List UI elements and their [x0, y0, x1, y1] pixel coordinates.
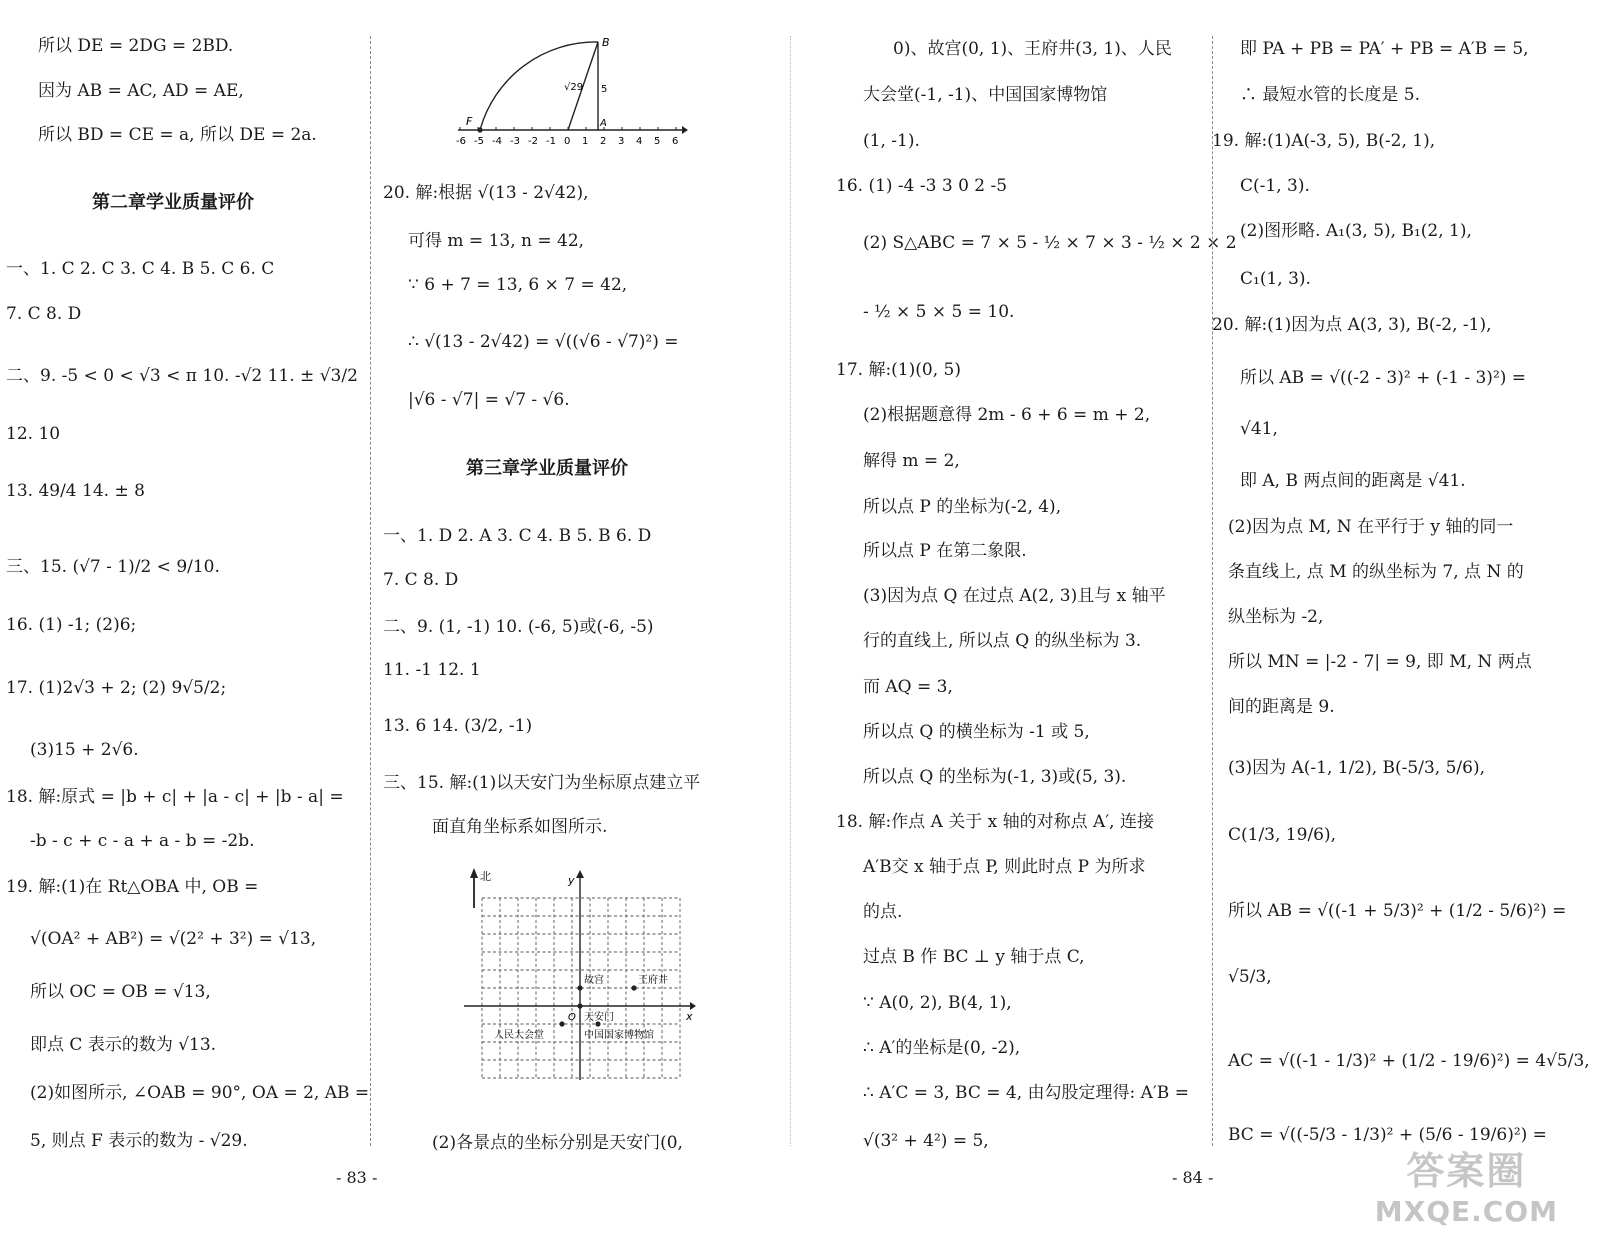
text-line: -b - c + c - a + a - b = -2b.	[30, 831, 255, 851]
watermark-title: 答案圈	[1406, 1149, 1527, 1193]
label-north: 北	[480, 870, 491, 883]
text-line: 所以点 P 在第二象限.	[863, 541, 1027, 561]
number-line-figure	[450, 30, 690, 155]
text-line: 解得 m = 2,	[863, 451, 960, 471]
text-line: 20. 解:(1)因为点 A(3, 3), B(-2, -1),	[1212, 315, 1492, 335]
label-gugong: 故宫	[584, 975, 604, 986]
text-line: 18. 解:作点 A 关于 x 轴的对称点 A′, 连接	[836, 812, 1154, 832]
text-line: 即 PA + PB = PA′ + PB = A′B = 5,	[1240, 39, 1529, 59]
label-x: x	[686, 1010, 693, 1023]
text-line: 18. 解:原式 = |b + c| + |a - c| + |b - a| =	[6, 787, 344, 807]
text-line: ∵ 6 + 7 = 13, 6 × 7 = 42,	[408, 275, 628, 295]
text-line: (3)15 + 2√6.	[30, 740, 139, 760]
tick-label: -4	[492, 136, 502, 147]
text-line: 即 A, B 两点间的距离是 √41.	[1240, 471, 1466, 491]
text-line: 17. (1)2√3 + 2; (2) 9√5/2;	[6, 678, 227, 698]
text-line: 7. C 8. D	[6, 304, 82, 324]
text-line: √5/3,	[1228, 967, 1272, 987]
text-line: (2)各景点的坐标分别是天安门(0,	[432, 1133, 683, 1153]
point-renmin	[559, 1021, 564, 1026]
text-line: (3)因为点 Q 在过点 A(2, 3)且与 x 轴平	[863, 586, 1166, 606]
text-line: 一、1. C 2. C 3. C 4. B 5. C 6. C	[6, 259, 275, 279]
text-line: 可得 m = 13, n = 42,	[408, 231, 585, 251]
label-museum: 中国国家博物馆	[584, 1030, 654, 1041]
tick-label: 0	[564, 136, 571, 147]
text-line: 大会堂(-1, -1)、中国国家博物馆	[863, 85, 1108, 105]
text-line: ∴ √(13 - 2√42) = √((√6 - √7)²) =	[408, 332, 679, 352]
tick-label: -3	[510, 136, 520, 147]
text-line: 一、1. D 2. A 3. C 4. B 5. B 6. D	[383, 526, 652, 546]
text-line: 16. (1) -4 -3 3 0 2 -5	[836, 176, 1008, 196]
axis-arrow	[682, 126, 688, 134]
page-number: - 83 -	[336, 1168, 378, 1187]
text-line: C(-1, 3).	[1240, 176, 1310, 196]
text-line: 所以 DE = 2DG = 2BD.	[38, 36, 234, 56]
text-line: C₁(1, 3).	[1240, 269, 1311, 289]
label-f: F	[466, 115, 473, 128]
text-line: BC = √((-5/3 - 1/3)² + (5/6 - 19/6)²) =	[1228, 1125, 1547, 1145]
text-line: (3)因为 A(-1, 1/2), B(-5/3, 5/6),	[1228, 758, 1485, 778]
text-line: ∵ A(0, 2), B(4, 1),	[863, 993, 1012, 1013]
text-line: ∴ 最短水管的长度是 5.	[1240, 85, 1421, 105]
north-arrow-head	[470, 868, 478, 878]
text-line: 三、15. 解:(1)以天安门为坐标原点建立平	[383, 773, 701, 793]
label-tiananmen: 天安门	[584, 1012, 614, 1023]
text-line: A′B交 x 轴于点 P, 则此时点 P 为所求	[863, 857, 1146, 877]
text-line: √(3² + 4²) = 5,	[863, 1131, 989, 1151]
tick-label: 2	[600, 136, 607, 147]
text-line: 所以点 P 的坐标为(-2, 4),	[863, 497, 1062, 517]
text-line: ∴ A′C = 3, BC = 4, 由勾股定理得: A′B =	[863, 1083, 1189, 1103]
text-line: 12. 10	[6, 424, 61, 444]
section-heading: 第三章学业质量评价	[466, 458, 628, 479]
tick-label: -6	[456, 136, 466, 147]
text-line: 13. 49/4 14. ± 8	[6, 481, 145, 501]
text-line: (2)如图所示, ∠OAB = 90°, OA = 2, AB =	[30, 1083, 370, 1103]
text-line: 0)、故宫(0, 1)、王府井(3, 1)、人民	[893, 39, 1172, 59]
text-line: 面直角坐标系如图所示.	[432, 817, 608, 837]
text-line: 三、15. (√7 - 1)/2 < 9/10.	[6, 557, 220, 577]
text-line: 11. -1 12. 1	[383, 660, 481, 680]
label-renmin: 人民大会堂	[494, 1030, 544, 1041]
point-wangfujing	[631, 985, 636, 990]
text-line: 条直线上, 点 M 的纵坐标为 7, 点 N 的	[1228, 562, 1524, 582]
y-axis-arrow	[576, 870, 584, 878]
text-line: (2) S△ABC = 7 × 5 - ½ × 7 × 3 - ½ × 2 × 2	[863, 233, 1237, 253]
page-number: - 84 -	[1172, 1168, 1214, 1187]
point-tiananmen	[577, 1003, 582, 1008]
text-line: 所以 AB = √((-1 + 5/3)² + (1/2 - 5/6)²) =	[1228, 901, 1567, 921]
section-heading: 第二章学业质量评价	[92, 192, 254, 213]
text-line: 所以点 Q 的横坐标为 -1 或 5,	[863, 722, 1090, 742]
text-line: √41,	[1240, 419, 1278, 439]
text-line: 因为 AB = AC, AD = AE,	[38, 81, 244, 101]
text-line: 19. 解:(1)A(-3, 5), B(-2, 1),	[1212, 131, 1436, 151]
text-line: C(1/3, 19/6),	[1228, 825, 1337, 845]
text-line: 19. 解:(1)在 Rt△OBA 中, OB =	[6, 877, 259, 897]
text-line: 行的直线上, 所以点 Q 的纵坐标为 3.	[863, 631, 1142, 651]
watermark	[1375, 1140, 1558, 1228]
text-line: |√6 - √7| = √7 - √6.	[408, 390, 570, 410]
text-line: 所以 MN = |-2 - 7| = 9, 即 M, N 两点	[1228, 652, 1532, 672]
label-5: 5	[601, 84, 608, 95]
tick-label: -1	[546, 136, 556, 147]
text-line: 所以 OC = OB = √13,	[30, 982, 211, 1002]
text-line: 所以点 Q 的坐标为(-1, 3)或(5, 3).	[863, 767, 1127, 787]
label-sqrt29: √29	[564, 82, 584, 93]
text-line: 过点 B 作 BC ⊥ y 轴于点 C,	[863, 947, 1085, 967]
text-line: 5, 则点 F 表示的数为 - √29.	[30, 1131, 248, 1151]
tick-label: 6	[672, 136, 679, 147]
text-line: 16. (1) -1; (2)6;	[6, 615, 137, 635]
x-axis-arrow	[690, 1002, 696, 1010]
label-b: B	[602, 36, 610, 49]
tick-label: 3	[618, 136, 625, 147]
point-gugong	[577, 985, 582, 990]
text-line: ∴ A′的坐标是(0, -2),	[863, 1038, 1021, 1058]
column-divider	[370, 36, 371, 1146]
text-line: 二、9. -5 < 0 < √3 < π 10. -√2 11. ± √3/2	[6, 366, 358, 386]
coordinate-grid-figure	[460, 866, 700, 1088]
label-origin: O	[568, 1012, 576, 1023]
tick-label: 5	[654, 136, 661, 147]
text-line: 20. 解:根据 √(13 - 2√42),	[383, 183, 589, 203]
tick-label: 4	[636, 136, 643, 147]
column-divider	[1212, 36, 1213, 1146]
text-line: 二、9. (1, -1) 10. (-6, 5)或(-6, -5)	[383, 617, 654, 637]
text-line: 纵坐标为 -2,	[1228, 607, 1324, 627]
text-line: 间的距离是 9.	[1228, 697, 1335, 717]
label-y: y	[568, 874, 575, 887]
text-line: 7. C 8. D	[383, 570, 459, 590]
text-line: 即点 C 表示的数为 √13.	[30, 1035, 217, 1055]
tick-label: 1	[582, 136, 589, 147]
text-line: - ½ × 5 × 5 = 10.	[863, 302, 1015, 322]
text-line: 所以 AB = √((-2 - 3)² + (-1 - 3)²) =	[1240, 368, 1527, 388]
text-line: (2)因为点 M, N 在平行于 y 轴的同一	[1228, 517, 1514, 537]
text-line: 所以 BD = CE = a, 所以 DE = 2a.	[38, 125, 317, 145]
text-line: 13. 6 14. (3/2, -1)	[383, 716, 533, 736]
text-line: (1, -1).	[863, 131, 920, 151]
tick-label: -2	[528, 136, 538, 147]
text-line: 而 AQ = 3,	[863, 677, 953, 697]
label-wangfujing: 王府井	[638, 975, 668, 986]
text-line: AC = √((-1 - 1/3)² + (1/2 - 19/6)²) = 4√5/3,	[1228, 1051, 1590, 1071]
text-line: √(OA² + AB²) = √(2² + 3²) = √13,	[30, 929, 317, 949]
text-line: (2)图形略. A₁(3, 5), B₁(2, 1),	[1240, 221, 1472, 241]
watermark-url: MXQE.COM	[1374, 1195, 1558, 1228]
label-a: A	[600, 118, 607, 129]
spine-divider	[790, 36, 791, 1146]
text-line: 的点.	[863, 902, 903, 922]
text-line: (2)根据题意得 2m - 6 + 6 = m + 2,	[863, 405, 1151, 425]
text-line: 17. 解:(1)(0, 5)	[836, 360, 961, 380]
tick-label: -5	[474, 136, 484, 147]
